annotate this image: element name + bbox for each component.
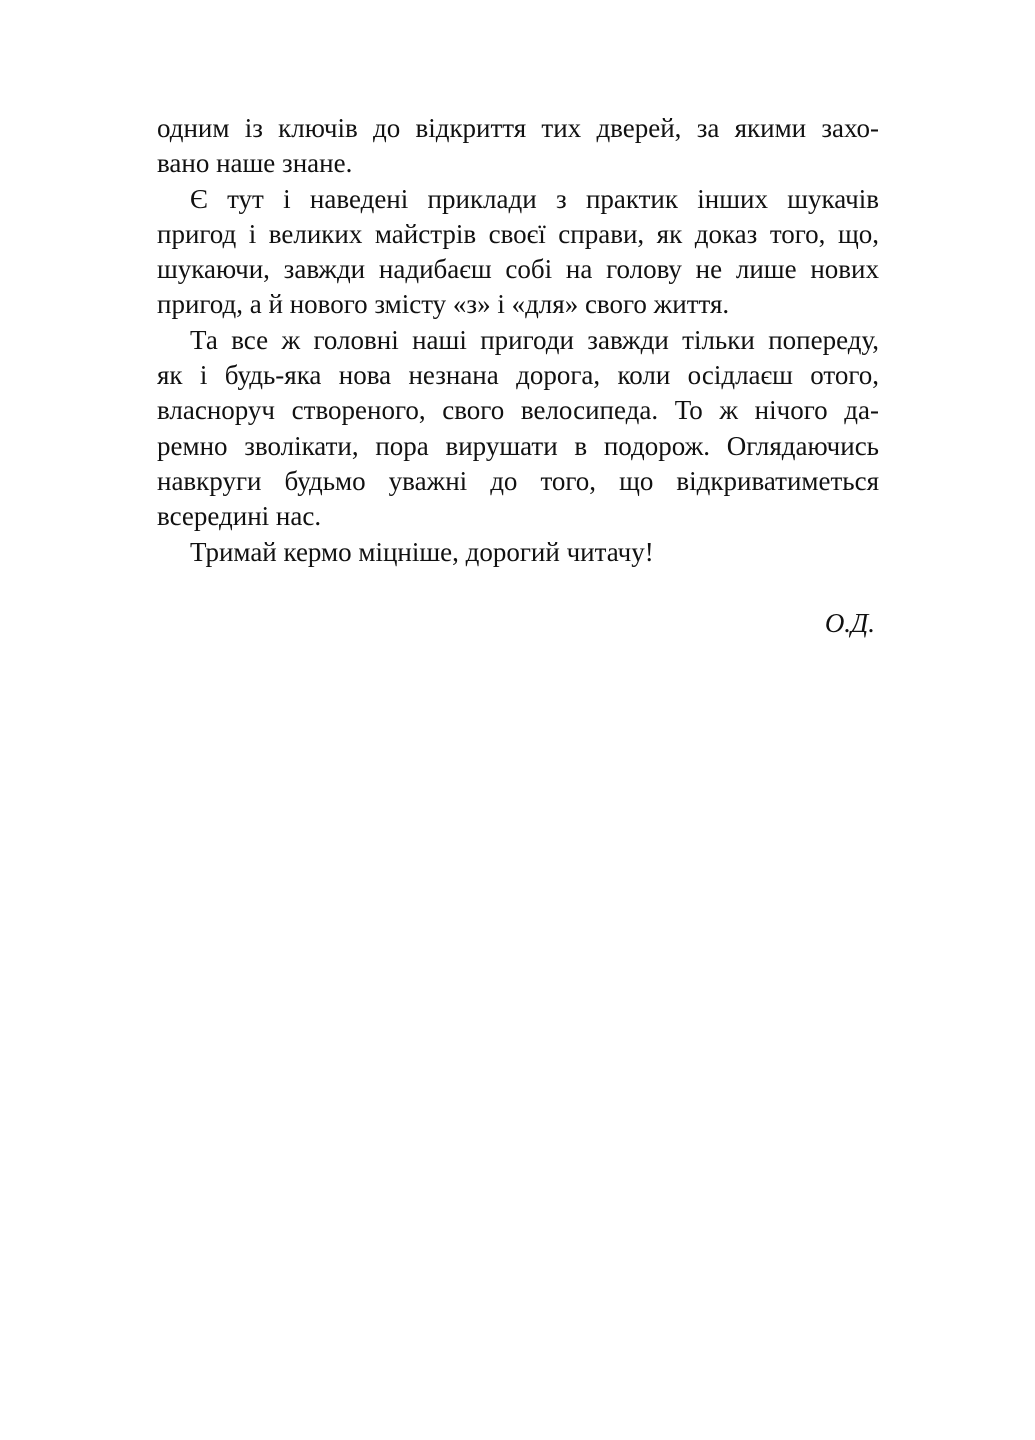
text-line: шукаючи, завжди надибаєш собі на голову не лише нових: [157, 254, 879, 285]
text-line: вано наше знане.: [157, 148, 353, 179]
text-line: Та все ж головні наші пригоди завжди тільки попереду,: [190, 324, 879, 355]
text-line: Є тут і наведені приклади з практик інших шукачів: [190, 183, 879, 214]
text-line: ремно зволікати, пора вирушати в подорож. Оглядаючись: [157, 430, 879, 461]
text-line: власноруч створеного, свого велосипеда. То ж нічого да-: [157, 395, 879, 426]
text-line: як і будь-яка нова незнана дорога, коли осідлаєш отого,: [157, 360, 879, 391]
paragraphs-container: [157, 111, 879, 570]
text-line: пригод і великих майстрів своєї справи, як доказ того, що,: [157, 218, 879, 249]
author-initials: О.Д.: [824, 607, 875, 638]
text-line: пригод, а й нового змісту «з» і «для» свого життя.: [157, 289, 730, 320]
text-line: Тримай кермо міцніше, дорогий читачу!: [190, 536, 654, 567]
text-line: одним із ключів до відкриття тих дверей, за якими захо-: [157, 113, 879, 143]
text-line: всередині нас.: [157, 501, 322, 532]
text-line: навкруги будьмо уважні до того, що відкриватиметься: [157, 465, 879, 496]
page-text: [157, 111, 879, 641]
